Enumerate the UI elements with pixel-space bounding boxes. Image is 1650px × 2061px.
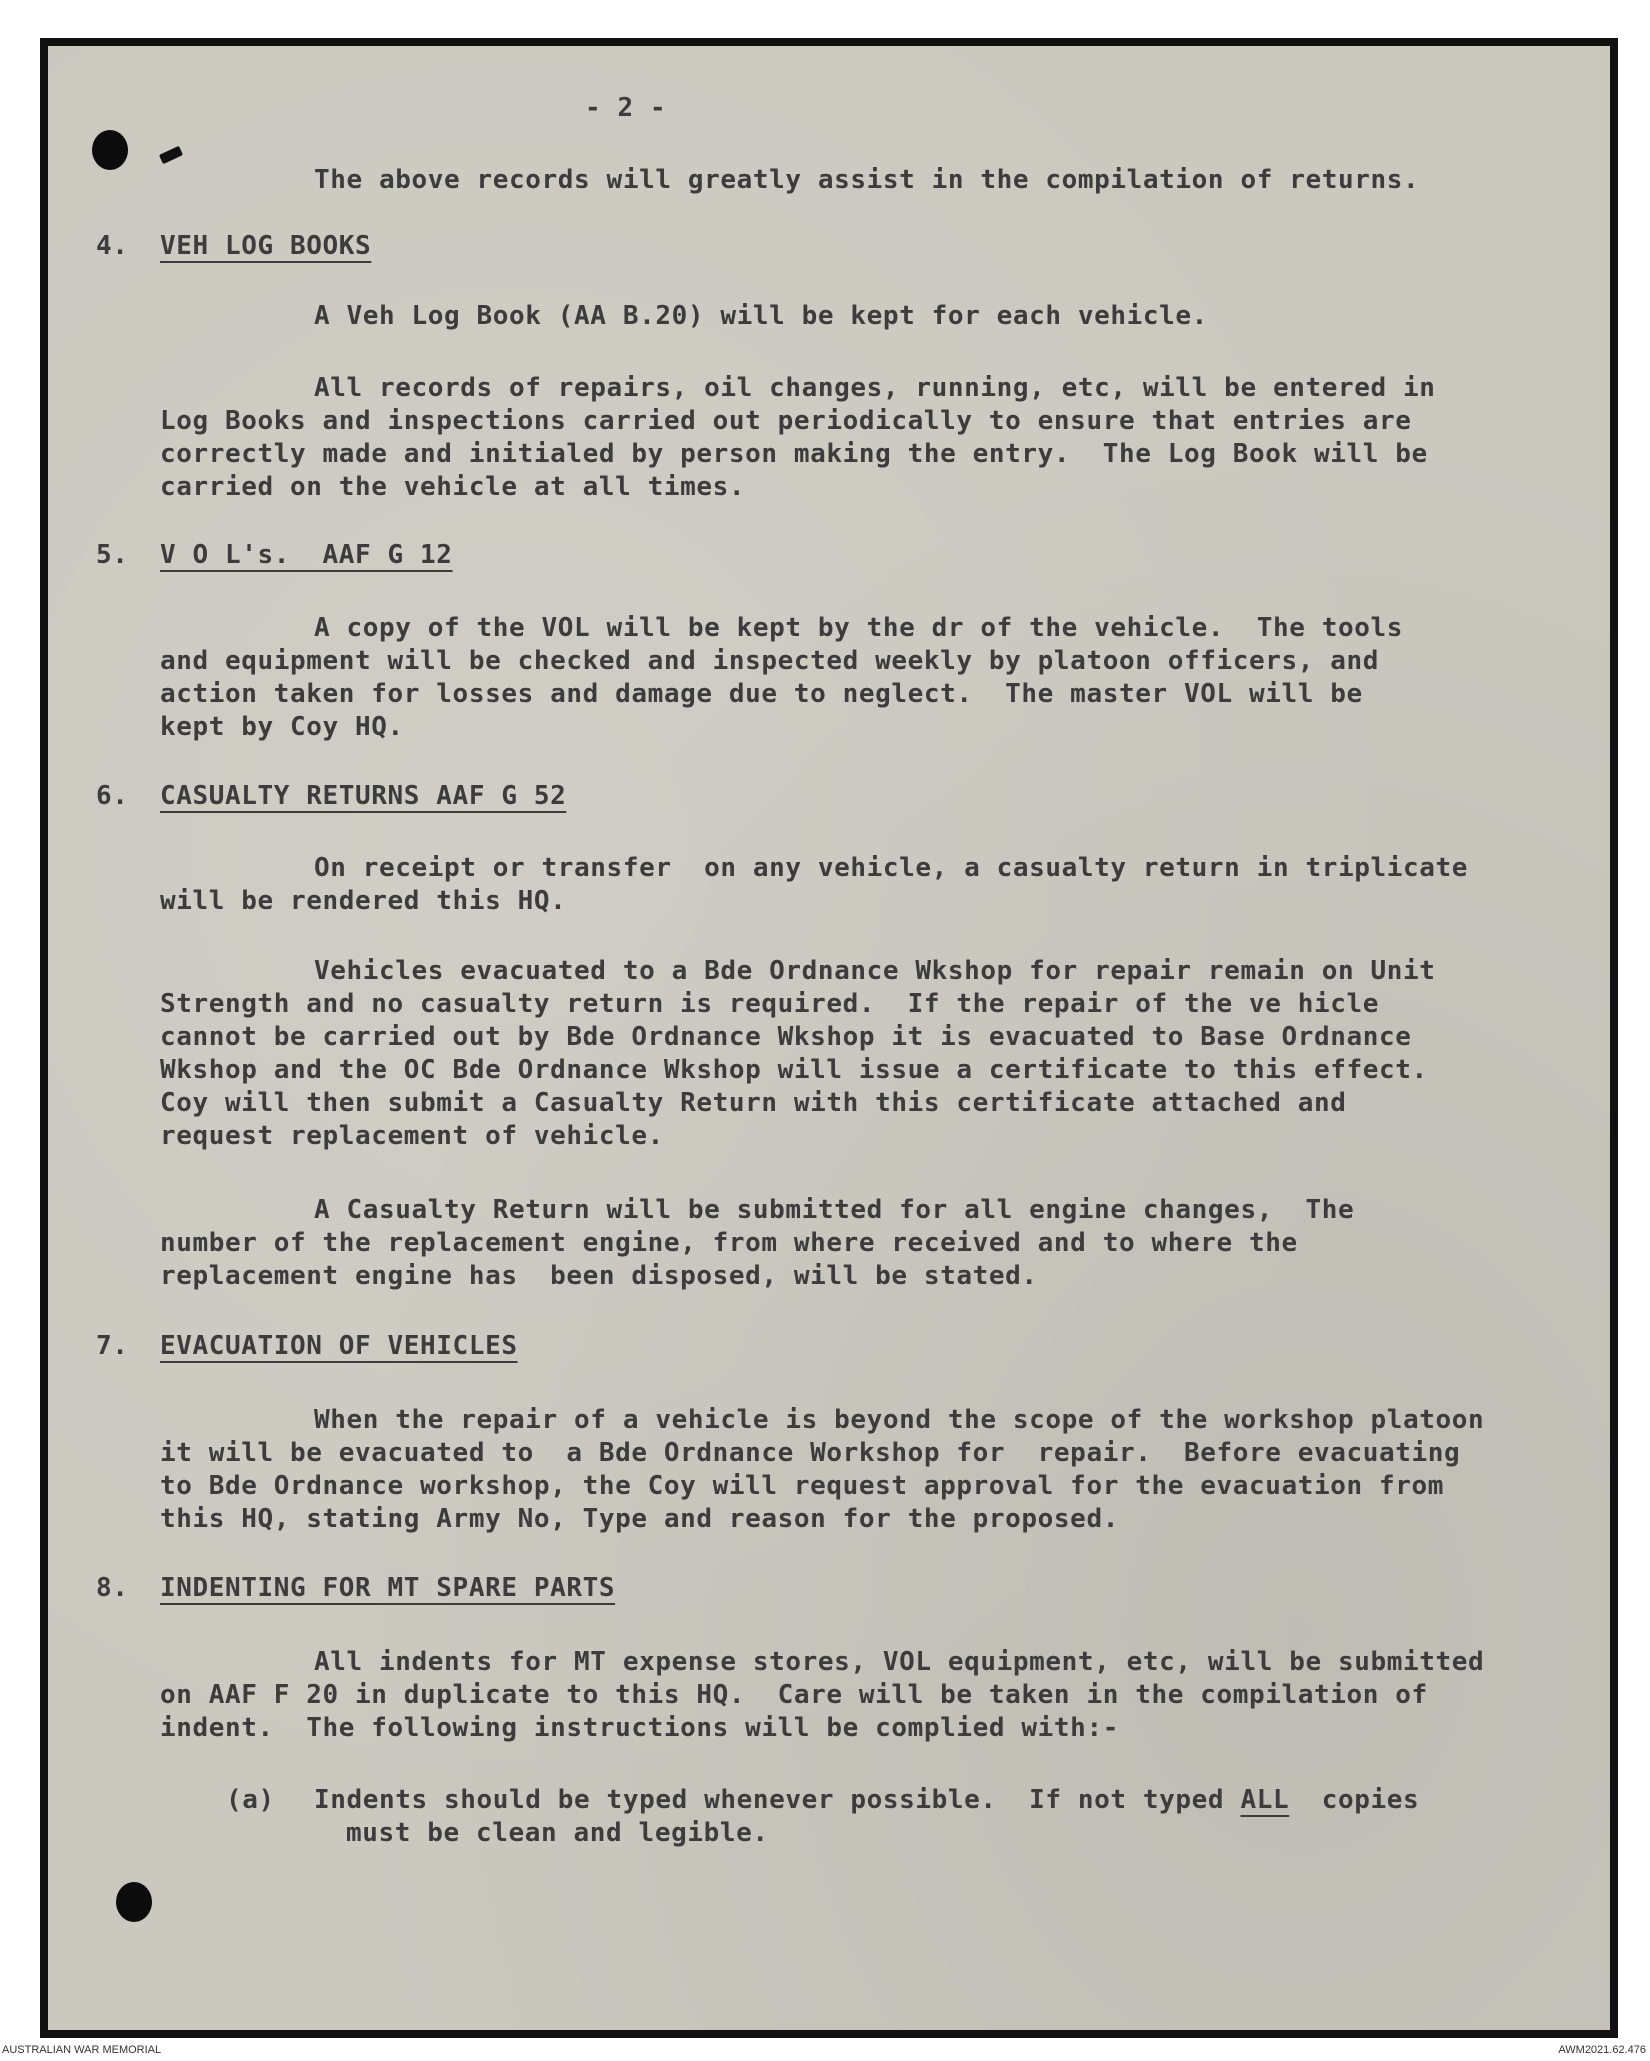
section-5-p1-line3: action taken for losses and damage due to neglect. The master VOL will be	[160, 679, 1363, 709]
section-6-p2-line3: cannot be carried out by Bde Ordnance Wkshop it is evacuated to Base Ordnance	[160, 1022, 1412, 1052]
section-7-heading: EVACUATION OF VEHICLES	[160, 1331, 518, 1361]
section-8-p1-line1: All indents for MT expense stores, VOL equipment, etc, will be submitted	[314, 1647, 1485, 1677]
section-5-p1-line2: and equipment will be checked and inspected weekly by platoon officers, and	[160, 646, 1379, 676]
section-5-number: 5.	[96, 540, 129, 570]
section-6-heading: CASUALTY RETURNS AAF G 52	[160, 781, 567, 811]
section-6-p1-line2: will be rendered this HQ.	[160, 886, 567, 916]
section-7-number: 7.	[96, 1331, 129, 1361]
list-item-line2: must be clean and legible.	[346, 1818, 769, 1848]
section-8-p1-line2: on AAF F 20 in duplicate to this HQ. Care will be taken in the compilation of	[160, 1680, 1428, 1710]
section-5-p1-line4: kept by Coy HQ.	[160, 712, 404, 742]
section-6-p2-line5: Coy will then submit a Casualty Return with this certificate attached and	[160, 1088, 1347, 1118]
section-6-p3-line2: number of the replacement engine, from where received and to where the	[160, 1228, 1298, 1258]
section-5-p1-line1: A copy of the VOL will be kept by the dr of the vehicle. The tools	[314, 613, 1403, 643]
section-6-p2-line2: Strength and no casualty return is required. If the repair of the ve hicle	[160, 989, 1379, 1019]
section-6-p2-line6: request replacement of vehicle.	[160, 1121, 664, 1151]
section-8-p1-line3: indent. The following instructions will be complied with:-	[160, 1713, 1119, 1743]
section-6-p3-line1: A Casualty Return will be submitted for all engine changes, The	[314, 1195, 1355, 1225]
section-6-number: 6.	[96, 781, 129, 811]
list-item-label: (a)	[226, 1785, 275, 1815]
section-6-p3-line3: replacement engine has been disposed, will be stated.	[160, 1261, 1038, 1291]
section-6-p2-line4: Wkshop and the OC Bde Ordnance Wkshop will issue a certificate to this effect.	[160, 1055, 1428, 1085]
section-4-p2-line2: Log Books and inspections carried out periodically to ensure that entries are	[160, 406, 1412, 436]
footer-reference: AWM2021.62.476	[1558, 2044, 1646, 2056]
section-4-p1-line1: A Veh Log Book (AA B.20) will be kept for each vehicle.	[314, 301, 1208, 331]
list-item-line1-before: Indents should be typed whenever possible. If not typed	[314, 1785, 1241, 1815]
section-5-heading: V O L's. AAF G 12	[160, 540, 453, 570]
page-number: - 2 -	[585, 93, 667, 123]
section-8-heading: INDENTING FOR MT SPARE PARTS	[160, 1573, 616, 1603]
section-6-p2-line1: Vehicles evacuated to a Bde Ordnance Wkshop for repair remain on Unit	[314, 956, 1436, 986]
punch-hole-top	[92, 130, 128, 170]
section-7-p1-line3: to Bde Ordnance workshop, the Coy will request approval for the evacuation from	[160, 1471, 1445, 1501]
list-item-line1	[314, 1784, 1419, 1817]
section-4-heading: VEH LOG BOOKS	[160, 231, 372, 261]
section-4-p2-line4: carried on the vehicle at all times.	[160, 472, 746, 502]
section-8-number: 8.	[96, 1573, 129, 1603]
section-7-p1-line1: When the repair of a vehicle is beyond the scope of the workshop platoon	[314, 1405, 1485, 1435]
footer-source: AUSTRALIAN WAR MEMORIAL	[2, 2044, 162, 2056]
list-item-line1-after: copies	[1289, 1785, 1420, 1815]
section-6-p1-line1: On receipt or transfer on any vehicle, a casualty return in triplicate	[314, 853, 1468, 883]
section-4-p2-line1: All records of repairs, oil changes, running, etc, will be entered in	[314, 373, 1436, 403]
section-7-p1-line4: this HQ, stating Army No, Type and reason for the proposed.	[160, 1504, 1119, 1534]
intro-line: The above records will greatly assist in the compilation of returns.	[314, 165, 1420, 195]
section-7-p1-line2: it will be evacuated to a Bde Ordnance Workshop for repair. Before evacuating	[160, 1438, 1461, 1468]
section-4-number: 4.	[96, 231, 129, 261]
section-4-p2-line3: correctly made and initialed by person making the entry. The Log Book will be	[160, 439, 1428, 469]
list-item-emphasis: ALL	[1240, 1785, 1290, 1815]
punch-hole-bottom	[116, 1882, 152, 1922]
